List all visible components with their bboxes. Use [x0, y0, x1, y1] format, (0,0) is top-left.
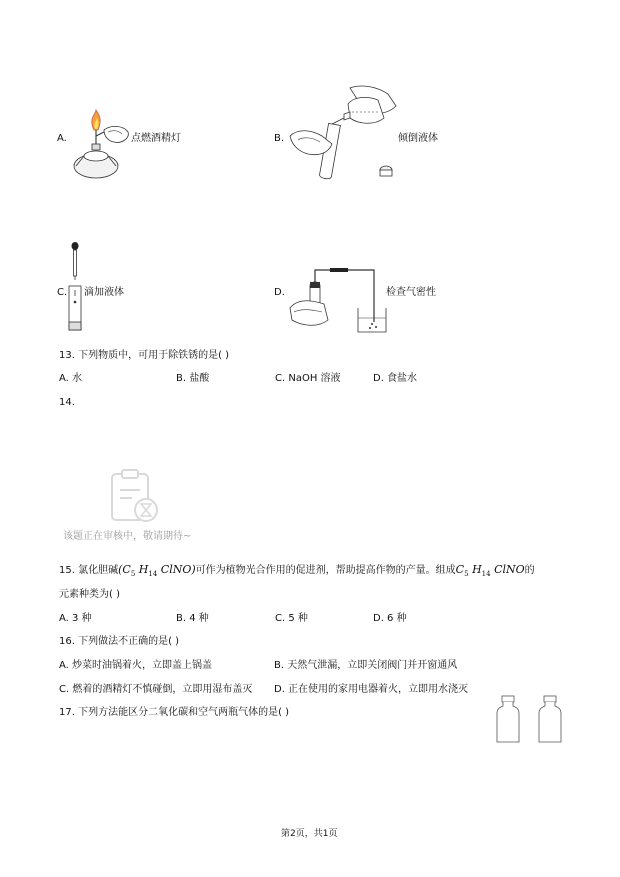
option-label-b: 倾倒液体: [398, 133, 438, 144]
q13-option-c: C. NaOH 溶液: [275, 373, 341, 384]
q15-option-b: B. 4 种: [176, 613, 209, 624]
q13-option-a: A. 水: [59, 373, 83, 384]
review-pending-text: 该题正在审核中，敬请期待~: [63, 531, 192, 542]
q16-option-c: C. 燃着的酒精灯不慎碰倒，立即用湿布盖灭: [59, 684, 253, 695]
question-13-stem: 13. 下列物质中，可用于除铁锈的是( ): [59, 350, 230, 361]
question-17-stem: 17. 下列方法能区分二氧化碳和空气两瓶气体的是( ): [59, 707, 290, 718]
option-label-c: 滴加液体: [84, 287, 124, 298]
q13-option-b: B. 盐酸: [176, 373, 210, 384]
q15-option-a: A. 3 种: [59, 613, 92, 624]
q15-option-c: C. 5 种: [275, 613, 308, 624]
airtightness-check-figure: [288, 264, 388, 334]
question-14-number: 14.: [59, 397, 75, 408]
question-15-stem-part1: 15. 氯化胆碱: [59, 565, 119, 576]
question-15-stem-line2: 元素种类为( ): [59, 589, 120, 600]
option-letter-b: B.: [274, 133, 285, 144]
lighting-alcohol-lamp-figure: [74, 110, 134, 182]
option-letter-d: D.: [274, 287, 285, 298]
q15-option-d: D. 6 种: [373, 613, 407, 624]
clipboard-hourglass-icon: [108, 468, 160, 524]
pouring-liquid-figure: [288, 84, 400, 184]
option-letter-a: A.: [57, 133, 67, 144]
option-label-a: 点燃酒精灯: [131, 133, 181, 144]
page-footer: 第2页，共1页: [281, 829, 338, 839]
q16-option-a: A. 炒菜时油锅着火，立即盖上锅盖: [59, 660, 213, 671]
choline-chloride-formula-1: ($C_5$ $H_{14}$ ClNO): [118, 563, 196, 579]
choline-chloride-formula-2: $C_5$ $H_{14}$ ClNO: [455, 563, 525, 579]
option-letter-c: C.: [57, 287, 68, 298]
question-15-stem-part3: 的: [524, 565, 535, 576]
question-16-stem: 16. 下列做法不正确的是( ): [59, 636, 180, 647]
gas-bottles-figure: [496, 696, 566, 744]
dropping-liquid-figure: [68, 242, 82, 332]
option-label-d: 检查气密性: [386, 287, 436, 298]
q16-option-b: B. 天然气泄漏，立即关闭阀门并开窗通风: [274, 660, 458, 671]
question-15-stem-part2: 可作为植物光合作用的促进剂，帮助提高作物的产量。组成: [195, 565, 456, 576]
q16-option-d: D. 正在使用的家用电器着火，立即用水浇灭: [274, 684, 469, 695]
q13-option-d: D. 食盐水: [373, 373, 418, 384]
